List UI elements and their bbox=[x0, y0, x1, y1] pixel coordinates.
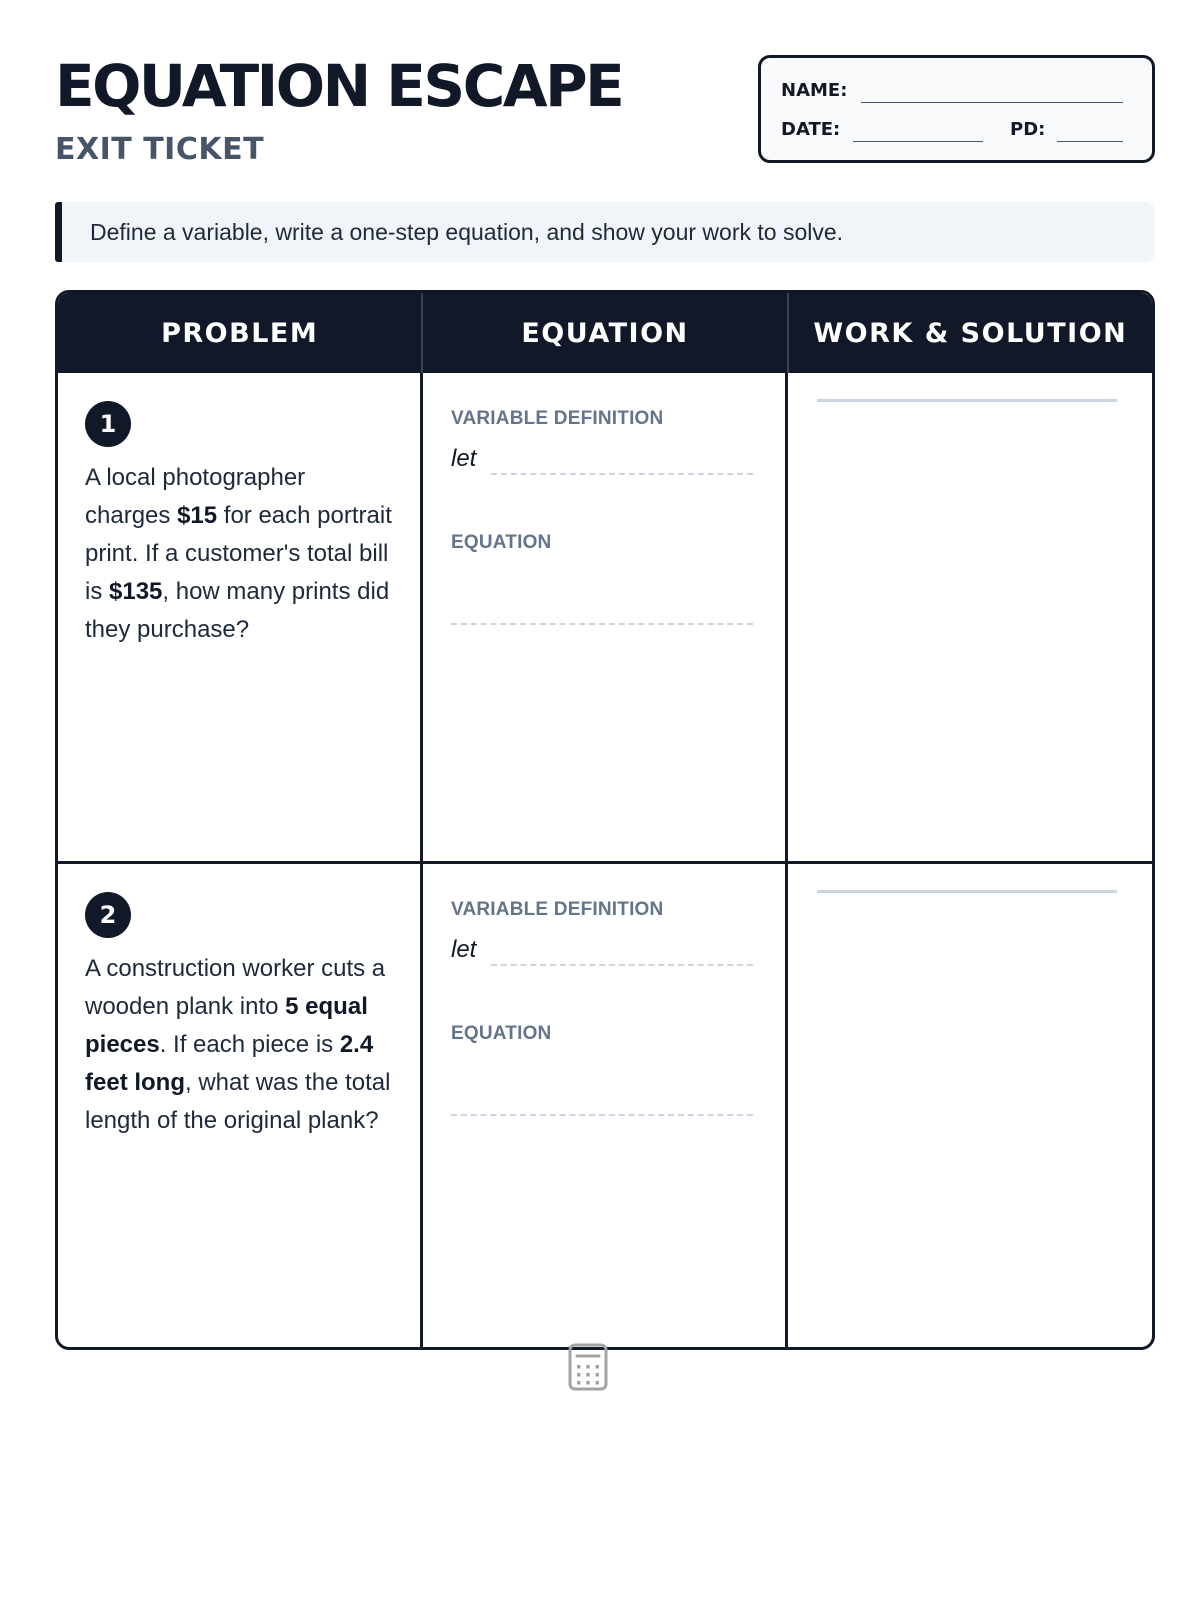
period-label: PD: bbox=[1010, 119, 1046, 140]
period-field[interactable] bbox=[1057, 141, 1123, 142]
work-line bbox=[817, 890, 1117, 893]
student-info-box bbox=[758, 55, 1155, 163]
problem-number-badge: 2 bbox=[85, 892, 131, 938]
problem-text-part: , how many prints did they purchase? bbox=[85, 578, 390, 643]
date-label: DATE: bbox=[781, 119, 841, 140]
problem-text-part: $135 bbox=[109, 578, 163, 605]
calculator-icon bbox=[568, 1343, 608, 1391]
worksheet-page bbox=[55, 52, 1155, 1134]
problem-number-badge: 1 bbox=[85, 401, 131, 447]
problem-cell bbox=[58, 373, 423, 861]
variable-definition-field[interactable] bbox=[491, 964, 753, 966]
instruction-banner: Define a variable, write a one-step equation, and show your work to solve. bbox=[55, 202, 1155, 262]
problem-text-part: , what was the total length of the original plank? bbox=[85, 1069, 391, 1134]
variable-definition-label: VARIABLE DEFINITION bbox=[451, 899, 664, 920]
name-label: NAME: bbox=[781, 80, 848, 101]
problem-text-part: $15 bbox=[177, 502, 218, 529]
column-header-equation: EQUATION bbox=[423, 293, 788, 373]
problem-text bbox=[85, 950, 397, 1140]
work-line bbox=[817, 399, 1117, 402]
page-subtitle: EXIT TICKET bbox=[55, 132, 265, 167]
table-row bbox=[58, 373, 1152, 861]
work-solution-cell[interactable] bbox=[788, 864, 1152, 1349]
let-label: let bbox=[451, 936, 477, 963]
column-header-problem: PROBLEM bbox=[58, 293, 423, 373]
name-field[interactable] bbox=[861, 102, 1123, 103]
column-header-work: WORK & SOLUTION bbox=[813, 317, 1128, 349]
problem-text-part: for each portrait print. If a customer's total bill is bbox=[85, 502, 392, 605]
header bbox=[55, 52, 1155, 170]
equation-cell bbox=[423, 864, 788, 1349]
variable-definition-label: VARIABLE DEFINITION bbox=[451, 408, 664, 429]
let-label: let bbox=[451, 445, 477, 472]
equation-field[interactable] bbox=[451, 1114, 753, 1116]
table-header bbox=[58, 293, 1152, 373]
problem-text-part: A construction worker cuts a wooden plank into bbox=[85, 955, 386, 1020]
problem-text bbox=[85, 459, 397, 649]
problem-text-part: . If each piece is bbox=[159, 1031, 340, 1058]
table-row bbox=[58, 861, 1152, 1349]
equation-label: EQUATION bbox=[451, 532, 552, 553]
problem-text-part: 2.4 feet long bbox=[85, 1031, 374, 1096]
page-title: EQUATION ESCAPE bbox=[55, 52, 623, 120]
problem-cell bbox=[58, 864, 423, 1349]
equation-field[interactable] bbox=[451, 623, 753, 625]
problem-text-part: A local photographer charges bbox=[85, 464, 306, 529]
problem-table bbox=[55, 290, 1155, 1350]
date-field[interactable] bbox=[853, 141, 983, 142]
equation-label: EQUATION bbox=[451, 1023, 552, 1044]
problem-text-part: 5 equal pieces bbox=[85, 993, 368, 1058]
equation-cell bbox=[423, 373, 788, 861]
work-solution-cell[interactable] bbox=[788, 373, 1152, 861]
variable-definition-field[interactable] bbox=[491, 473, 753, 475]
